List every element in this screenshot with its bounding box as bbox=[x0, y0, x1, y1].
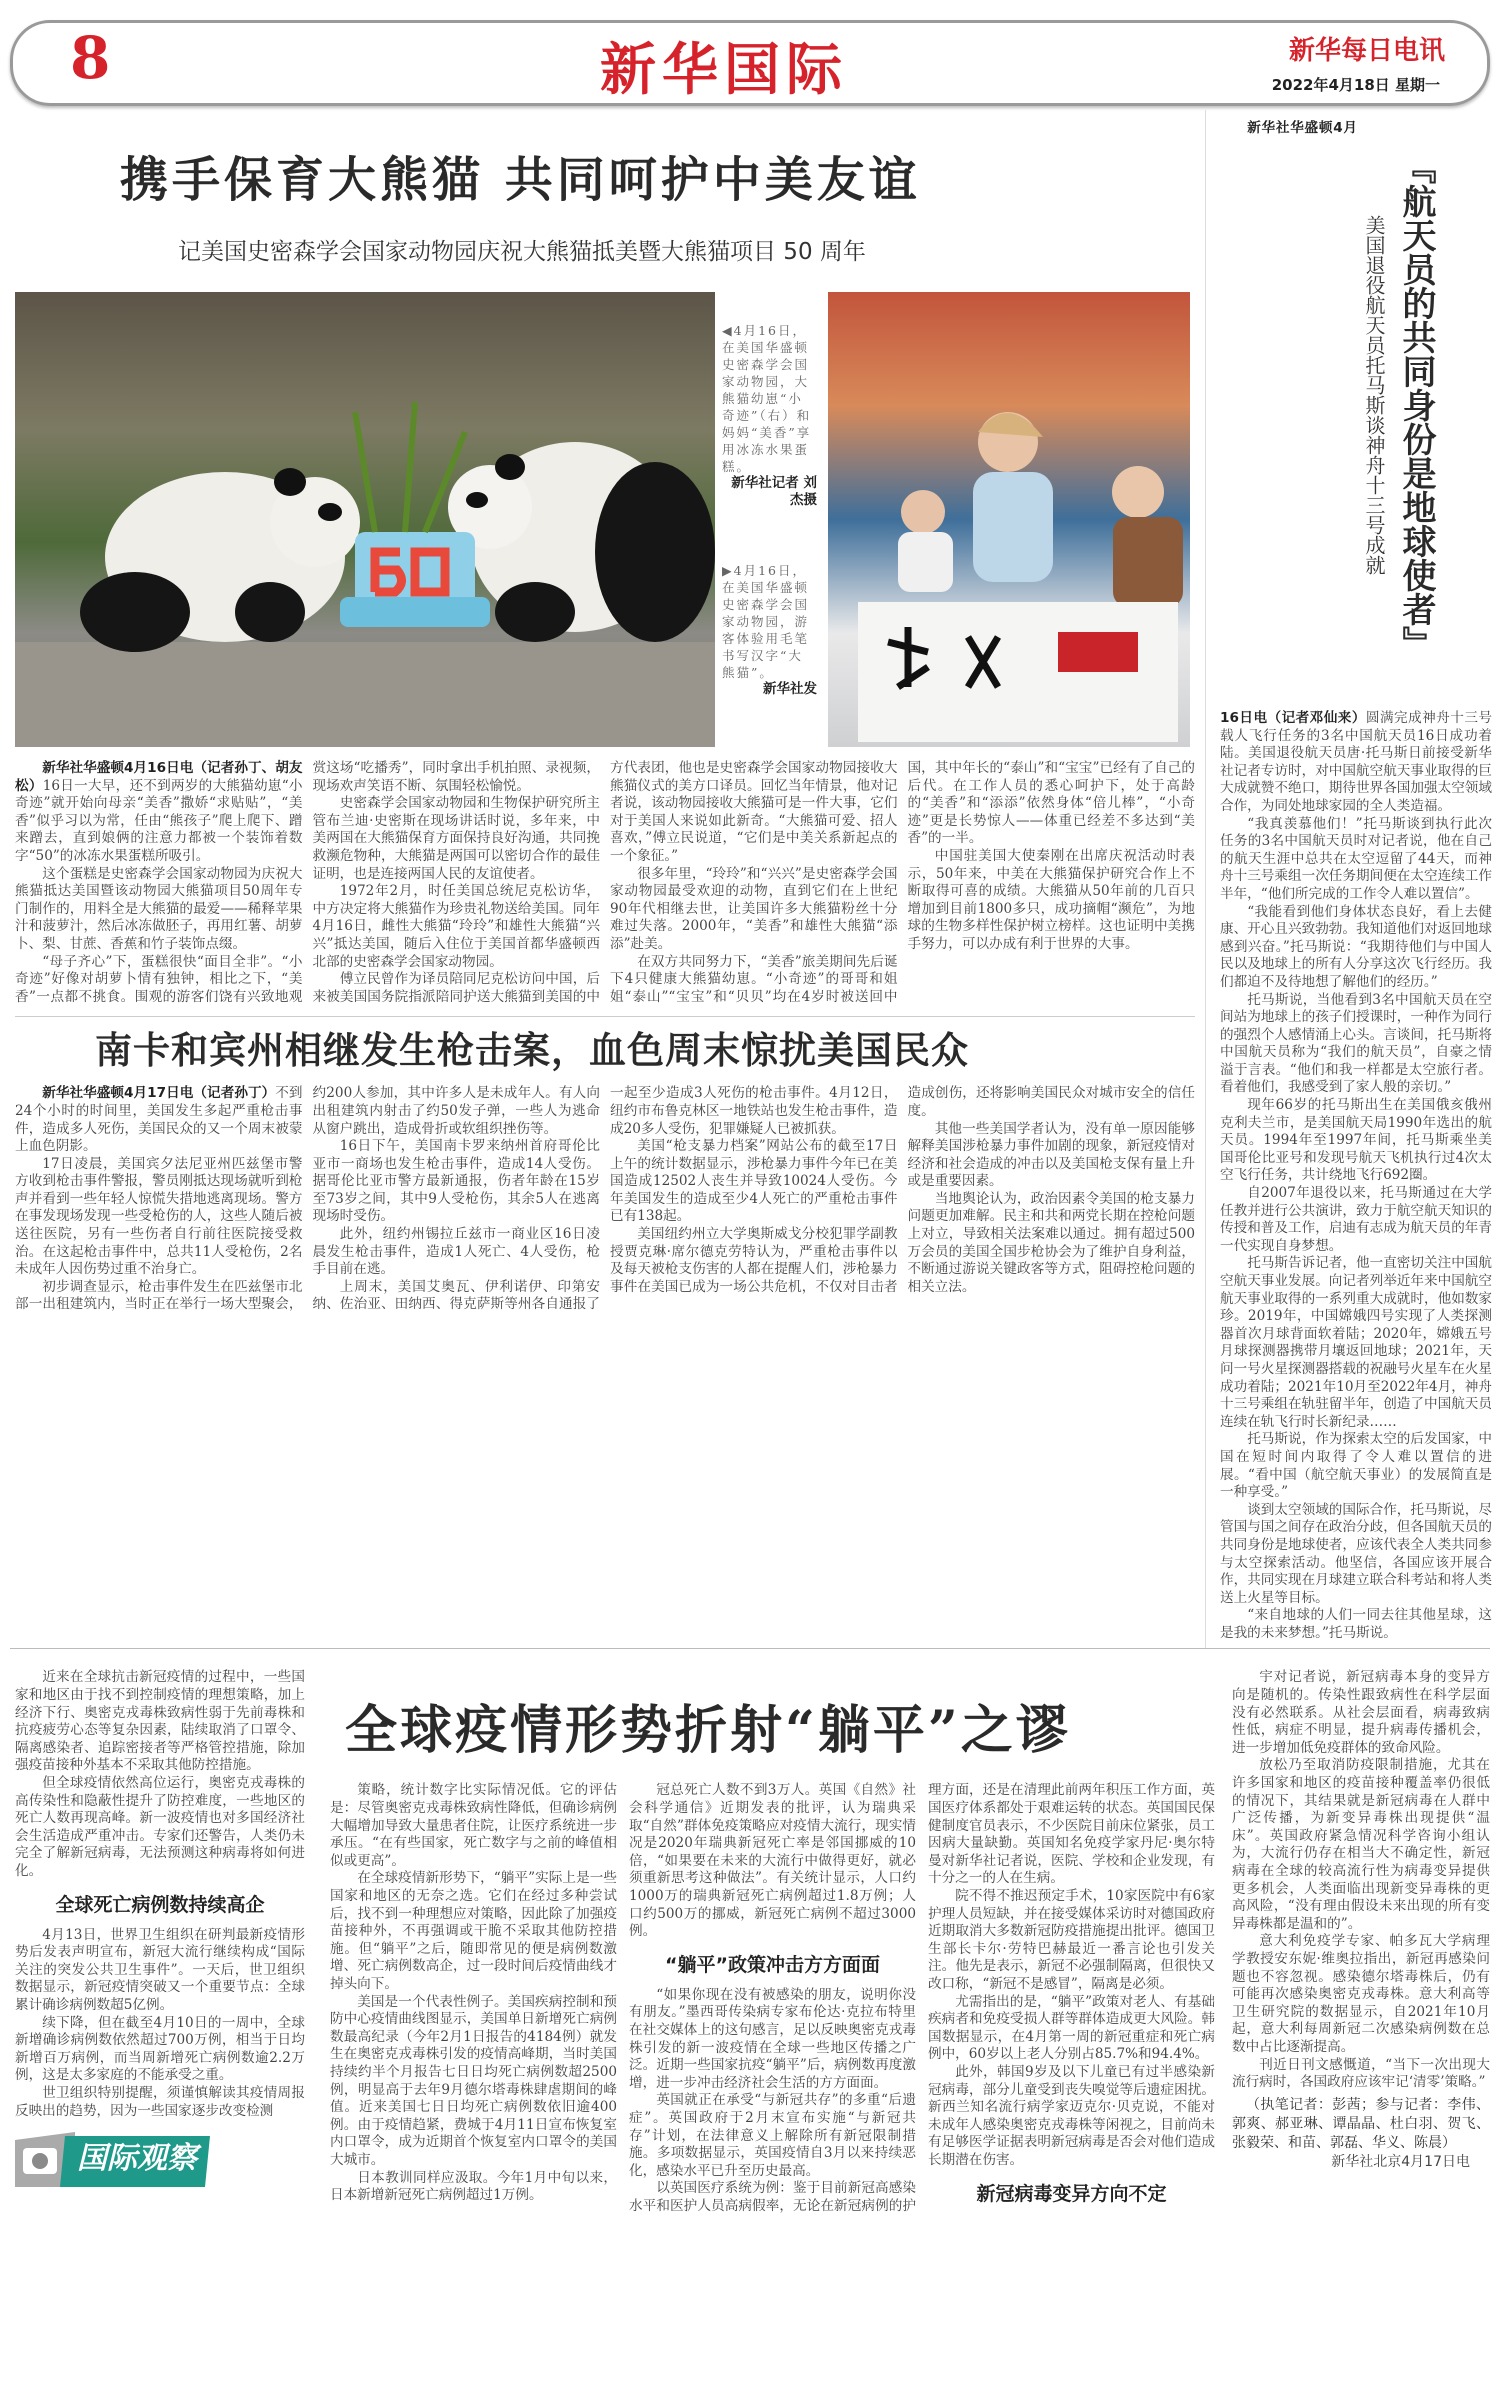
paragraph: 此外，韩国9岁及以下儿童已有过半感染新冠病毒，部分儿童受到丧失嗅觉等后遗症困扰。新西兰知名流行病学家迈克尔·贝克说，不能对未成年人感染奥密克戎毒株等闲视之，目前尚未有足够医学证据表明新冠病毒是否会对他们造成长期潜在伤害。 bbox=[928, 2063, 1215, 2168]
section-subheading: 新冠病毒变异方向不定 bbox=[976, 2182, 1167, 2205]
covid-headline: 全球疫情形势折射“躺平”之谬 bbox=[345, 1700, 1071, 1762]
covid-article-body bbox=[330, 1782, 1215, 2215]
paragraph: 上周末，美国艾奥瓦、伊利诺伊、印第安纳、佐治亚、田纳西、得克萨斯等州各自通报了一起至少造成3人死伤的枪击事件。4月12日，纽约市布鲁克林区一地铁站也发生枪击事件，造成20多人受伤，犯罪嫌疑人已被抓获。 bbox=[312, 1085, 898, 1313]
paragraph: “母子齐心”下，蛋糕很快“面目全非”。“小奇迹”好像对胡萝卜情有独钟，相比之下，“美香”一点都不挑食。围观的游客们饶有兴致地观赏这场“吃播秀”，同时拿出手机拍照、录视频，现场欢声笑语不断、氛围轻松愉悦。 bbox=[15, 760, 600, 1005]
covid-right-column bbox=[1232, 1669, 1490, 2171]
dateline: 新华社华盛顿4月17日电（记者孙丁） bbox=[42, 1085, 276, 1102]
gun-headline: 南卡和宾州相继发生枪击案，血色周末惊扰美国民众 bbox=[95, 1028, 969, 1073]
paragraph: 其他一些美国学者认为，没有单一原因能够解释美国涉枪暴力事件加剧的现象，新冠疫情对经济和社会造成的冲击以及美国枪支保有量上升或是重要因素。 bbox=[907, 1120, 1195, 1190]
paragraph: 美国是一个代表性例子。美国疾病控制和预防中心疫情曲线图显示，美国单日新增死亡病例数最高纪录（今年2月1日报告的4184例）就发生在奥密克戎毒株引发的疫情高峰期，当时美国持续约半个月报告七日日均死亡病例数超2500例，明显高于去年9月德尔塔毒株肆虐期间的峰值。近来美国七日日均死亡病例数依旧逾400例。由于疫情趋紧，费城于4月11日宣布恢复室内口罩令，成为近期首个恢复室内口罩令的美国大城市。 bbox=[330, 1993, 617, 2168]
paragraph bbox=[15, 760, 303, 866]
paragraph: 世卫组织特别提醒，须谨慎解读其疫情周报反映出的趋势，因为一些国家逐步改变检测 bbox=[15, 2084, 305, 2119]
paragraph: 在双方共同努力下，“美香”旅美期间先后诞下4只健康大熊猫幼崽。“小奇迹”的哥哥和姐姐“泰山”“宝宝”和“贝贝”均在4岁时被送回中国，其中年长的“泰山”和“宝宝”已经有了自己的后代。在工作人员的悉心呵护下，处于高龄的“美香”和“添添”依然身体“倍儿棒”，“小奇迹”更是长势惊人——体重已经差不多达到“美香”的一半。 bbox=[610, 760, 1195, 1005]
paragraph: 美国纽约州立大学奥斯威戈分校犯罪学副教授贾克琳·席尔德克劳特认为，严重枪击事件以及每天被枪支伤害的人都在提醒人们，涉枪暴力事件在美国已成为一场公共危机，不仅对目击者造成创伤，还将影响美国民众对城市安全的信任度。 bbox=[610, 1085, 1195, 1295]
paragraph: 院不得不推迟预定手术，10家医院中有6家护理人员短缺，并在接受媒体采访时对德国政府近期取消大多数新冠防疫措施提出批评。德国卫生部长卡尔·劳特巴赫最近一番言论也引发关注。他先是表示，新冠不必强制隔离，但很快又改口称，“新冠不是感冒”，隔离是必须。 bbox=[928, 1888, 1215, 1992]
caption-text: ◀4月16日，在美国华盛顿史密森学会国家动物园，大熊猫幼崽“小奇迹”（右）和妈妈“美香”享用冰冻水果蛋糕。 bbox=[722, 323, 812, 474]
paragraph: 当地舆论认为，政治因素令美国的枪支暴力问题更加难解。民主和共和两党长期在控枪问题上对立，导致相关法案难以通过。拥有超过500万会员的美国全国步枪协会为了维护自身利益，不断通过游说关键政客等方式，阻碍控枪问题的相关立法。 bbox=[907, 1190, 1195, 1295]
paragraph: 中国驻美国大使秦刚在出席庆祝活动时表示，50年来，中美在大熊猫保护研究合作上不断取得可喜的成绩。大熊猫从50年前的几百只增加到目前1800多只，成功摘帽“濒危”，为地球的生物多样性保护树立榜样。这也证明中美携手努力，可以办成有利于世界的大事。 bbox=[907, 847, 1195, 952]
covid-left-area bbox=[15, 1669, 305, 2187]
paragraph: 史密森学会国家动物园和生物保护研究所主管布兰迪·史密斯在现场讲话时说，多年来，中美两国在大熊猫保育方面保持良好沟通，共同挽救濒危物种，大熊猫是两国可以密切合作的最佳证明，也是连接两国人民的友谊使者。 bbox=[312, 795, 600, 882]
paragraph: 英国就正在承受“与新冠共存”的多重“后遗症”。英国政府于2月末宣布实施“与新冠共存”计划，在法律意义上解除所有新冠限制措施。多项数据显示，英国疫情自3月以来持续恶化，感染水平已升至历史最高。 bbox=[629, 2092, 916, 2179]
paragraph: “如果你现在没有被感染的朋友，说明你没有朋友。”墨西哥传染病专家布伦达·克拉布特里在社交媒体上的这句感言，足以反映奥密克戎毒株引发的新一波疫情在全球一些地区传播之广泛。近期一些国家抗疫“躺平”后，病例数再度激增，进一步冲击经济社会生活的方方面面。 bbox=[629, 1986, 916, 2091]
paragraph: 1972年2月，时任美国总统尼克松访华，中方决定将大熊猫作为珍贵礼物送给美国。同年4月16日，雌性大熊猫“玲玲”和雄性大熊猫“兴兴”抵达美国，随后入住位于美国首都华盛顿西北部的史密森学会国家动物园。 bbox=[312, 883, 600, 970]
section-subheading: 全球死亡病例数持续高企 bbox=[55, 1893, 265, 1916]
international-observation-badge bbox=[15, 2132, 210, 2187]
photo-caption-2 bbox=[722, 562, 817, 698]
dateline: 新华社华盛顿4月16日电（记者邓仙来） bbox=[1220, 120, 1366, 726]
paragraph: 初步调查显示，枪击事件发生在匹兹堡市北部一出租建筑内，当时正在举行一场大型聚会，约200人参加，其中许多人是未成年人。有人向出租建筑内射击了约50发子弹，一些人为逃命从窗户跳出，造成骨折或软组织挫伤等。 bbox=[15, 1085, 600, 1313]
paragraph: 托马斯说，当他看到3名中国航天员在空间站为地球上的孩子们授课时，一种作为同行的强烈个人感情涌上心头。言谈间，托马斯将中国航天员称为“我们的航天员”，自豪之情溢于言表。“他们和我一样都是太空旅行者。看着他们，我感受到了家人般的亲切。” bbox=[1220, 991, 1492, 1096]
panda-subtitle: 记美国史密森学会国家动物园庆祝大熊猫抵美暨大熊猫项目 50 周年 bbox=[178, 239, 866, 265]
masthead-area bbox=[0, 0, 1500, 110]
paragraph: 谈到太空领域的国际合作，托马斯说，尽管国与国之间存在政治分歧，但各国航天员的共同身份是地球使者，应该代表全人类共同参与太空探索活动。他坚信，各国应该开展合作，共同实现在月球建立联合科考站和将人类送上火星等目标。 bbox=[1220, 1501, 1492, 1606]
paragraph-text: 圆满完成神舟十三号载人飞行任务的3名中国航天员16日成功着陆。美国退役航天员唐·托马斯日前接受新华社记者专访时，对中国航空航天事业取得的巨大成就赞不绝口，期待世界各国加强太空领域合作，为同处地球家园的全人类造福。 bbox=[1220, 710, 1492, 814]
left-articles bbox=[15, 110, 1195, 1320]
dateline: 新华社华盛顿4月16日电（记者孙丁、胡友松） bbox=[15, 760, 303, 794]
paragraph: 这个蛋糕是史密森学会国家动物园为庆祝大熊猫抵达美国暨该动物园大熊猫项目50周年专门制作的，用料全是大熊猫的最爱——稀释苹果汁和菠萝汁，然后冰冻做胚子，再用红薯、胡萝卜、梨、甘蔗、香蕉和竹子装饰点缀。 bbox=[15, 865, 303, 952]
astronaut-article-body bbox=[1220, 120, 1492, 1648]
issue-date: 2022年4月18日 星期一 bbox=[1271, 76, 1440, 94]
paragraph: 此外，纽约州锡拉丘兹市一商业区16日凌晨发生枪击事件，造成1人死亡、4人受伤，枪手目前在逃。 bbox=[312, 1226, 600, 1278]
covid-section bbox=[10, 1648, 1490, 2405]
paragraph: “我能看到他们身体状态良好，看上去健康、开心且兴致勃勃。我知道他们对返回地球感到兴奋。”托马斯说：“我期待他们与中国人民以及地球上的所有人分享这次飞行经历。我们都迫不及待地想了解他们的经历。” bbox=[1220, 903, 1492, 990]
section-divider bbox=[15, 1016, 1195, 1017]
paragraph-text: 16日一大早，还不到两岁的大熊猫幼崽“小奇迹”就开始向母亲“美香”撒娇“求贴贴”，“美香”似乎习以为常，任由“熊孩子”爬上爬下、蹭来蹭去，直到娘俩的注意力都被一个装饰着数字“50”的冰冻水果蛋糕所吸引。 bbox=[15, 777, 303, 864]
covid-intro-column bbox=[15, 1669, 305, 2120]
caption-text: ▶4月16日，在美国华盛顿史密森学会国家动物园，游客体验用毛笔书写汉字“大熊猫”。 bbox=[722, 563, 810, 680]
paragraph: 续下降，但在截至4月10日的一周中，全球新增确诊病例数依然超过700万例，相当于日均新增百万病例，而当周新增死亡病例数逾2.2万例，这是太多家庭的不能承受之重。 bbox=[15, 2014, 305, 2084]
panda-article-body bbox=[15, 760, 1195, 1006]
calligraphy-photo-illustration bbox=[828, 292, 1190, 747]
paragraph: 近来在全球抗击新冠疫情的过程中，一些国家和地区由于找不到控制疫情的理想策略，加上经济下行、奥密克戎毒株致病性弱于先前毒株和抗疫疲劳心态等复杂因素，陆续取消了口罩令、隔离感染者、追踪密接者等严格管控措施，除加强疫苗接种外基本不采取其他防控措施。 bbox=[15, 1669, 305, 1774]
photo-row bbox=[15, 292, 1195, 747]
page-number: 8 bbox=[70, 24, 111, 92]
section-title: 新华国际 bbox=[600, 37, 848, 103]
caption-credit: 新华社记者 刘杰摄 bbox=[731, 475, 817, 508]
paragraph: 美国“枪支暴力档案”网站公布的截至17日上午的统计数据显示，涉枪暴力事件今年已在美国造成12502人丧生并导致10024人受伤。今年美国发生的造成至少4人死亡的严重枪击事件已有138起。 bbox=[610, 1138, 898, 1225]
paragraph: 16日下午，美国南卡罗来纳州首府哥伦比亚市一商场也发生枪击事件，造成14人受伤。据哥伦比亚市警方最新通报，伤者年龄在15岁至73岁之间，其中9人受枪伤，其余5人在逃离现场时受伤。 bbox=[312, 1138, 600, 1225]
paragraph: “来自地球的人们一同去往其他星球，这是我的未来梦想。”托马斯说。 bbox=[1220, 1607, 1492, 1641]
paragraph: 现年66岁的托马斯出生在美国俄亥俄州克利夫兰市，是美国航天局1990年选出的航天员。1994年至1997年间，托马斯乘坐美国哥伦比亚号和发现号航天飞机执行过4次太空飞行任务，共计绕地飞行692圈。 bbox=[1220, 1097, 1492, 1184]
astronaut-headline: 『航天员的共同身份是地球使者』 bbox=[1396, 150, 1436, 660]
paper-name: 新华每日电讯 bbox=[1288, 36, 1445, 66]
paragraph: 傅立民曾作为译员陪同尼克松访问中国，后来被美国国务院指派陪同护送大熊猫到美国的中方代表团，他也是史密森学会国家动物园接收大熊猫仪式的美方口译员。回忆当年情景，他对记者说，该动物园接收大熊猫可是一件大事，它们对于美国人来说如此新奇。“大熊猫可爱、招人喜欢，”傅立民说道，“它们是中美关系新起点的一个象征。” bbox=[312, 760, 898, 1005]
upper-section bbox=[0, 110, 1500, 1648]
paragraph: 自2007年退役以来，托马斯通过在大学任教并进行公共演讲，致力于航空航天知识的传授和普及工作，启迪有志成为航天员的年青一代实现自身梦想。 bbox=[1220, 1185, 1492, 1254]
section-subheading: “躺平”政策冲击方方面面 bbox=[665, 1953, 880, 1976]
gun-article-body bbox=[15, 1085, 1195, 1314]
panda-cake-photo bbox=[15, 292, 715, 747]
paragraph: 策略，统计数字比实际情况低。它的评估是：尽管奥密克戎毒株致病性降低，但确诊病例大幅增加导致大量患者住院，让医疗系统进一步承压。“在有些国家，死亡数字与之前的峰值相似或更高”。 bbox=[330, 1782, 617, 1869]
panda-photo-illustration bbox=[15, 292, 715, 747]
paragraph: 日本教训同样应汲取。今年1月中旬以来，日本新增新冠死亡病例超过1万例。 bbox=[330, 2169, 617, 2204]
paragraph: 冠总死亡人数不到3万人。英国《自然》社会科学通信》近期发表的批评，认为瑞典采取“自然”群体免疫策略应对疫情大流行，现实情况是2020年瑞典新冠死亡率是邻国挪威的10倍，“如果要在未来的大流行中做得更好，就必须重新思考这种做法”。有关统计显示，人口约1000万的瑞典新冠死亡病例超过1.8万例；人口约500万的挪威，新冠死亡病例不超过3000例。 bbox=[629, 1782, 916, 1940]
author-credits: （执笔记者：彭茜；参与记者：李伟、郭爽、郝亚琳、谭晶晶、杜白羽、贺飞、张毅荣、和苗、郭磊、华义、陈晨） bbox=[1232, 2096, 1490, 2151]
panda-headline: 携手保育大熊猫 共同呵护中美友谊 bbox=[120, 152, 921, 208]
paragraph: 托马斯告诉记者，他一直密切关注中国航空航天事业发展。向记者列举近年来中国航空航天事业取得的一系列重大成就时，他如数家珍。2019年，中国嫦娥四号实现了人类探测器首次月球背面软着陆；2020年，嫦娥五号月球探测器携带月壤返回地球；2021年，天问一号火星探测器搭载的祝融号火星车在火星成功着陆；2021年10月至2022年4月，神舟十三号乘组在轨驻留半年，创造了中国航天员连续在轨飞行时长新纪录…… bbox=[1220, 1255, 1492, 1430]
paragraph bbox=[15, 1085, 303, 1155]
badge-label: 国际观察 bbox=[77, 2141, 197, 2177]
paragraph: 17日凌晨，美国宾夕法尼亚州匹兹堡市警方收到枪击事件警报，警员刚抵达现场就听到枪声并看到一些年轻人惊慌失措地逃离现场。警方在事发现场发现一些受枪伤的人，这些人随后被送往医院，另有一些伤者自行前往医院接受救治。在这起枪击事件中，总共11人受枪伤，2名未成年人因伤势过重不治身亡。 bbox=[15, 1155, 303, 1278]
astronaut-sidebar bbox=[1205, 110, 1492, 1648]
photo-caption-1 bbox=[722, 322, 817, 509]
paragraph-text: 不到24个小时的时间里，美国发生多起严重枪击事件，造成多人死伤，美国民众的又一个周末被蒙上血色阴影。 bbox=[15, 1085, 303, 1155]
signoff: 新华社北京4月17日电 bbox=[1331, 2153, 1470, 2170]
paragraph: 以英国医疗系统为例：鉴于目前新冠高感染水平和医护人员高病假率，无论在新冠病例的护理方面，还是在清理此前两年积压工作方面，英国医疗体系都处于艰难运转的状态。英国国民保健制度官员表示，不少医院目前床位紧张，员工因病大量缺勤。英国知名免疫学家丹尼·奥尔特曼对新华社记者说，医院、学校和企业发现，有十分之一的人在生病。 bbox=[629, 1782, 1215, 2214]
paragraph: 刊近日刊文感慨道，“当下一次出现大流行病时，各国政府应该牢记‘清零’策略。” bbox=[1232, 2056, 1490, 2091]
paragraph: 托马斯说，作为探索太空的后发国家，中国在短时间内取得了令人难以置信的进展。“看中国（航空航天事业）的发展简直是一种享受。” bbox=[1220, 1431, 1492, 1501]
paragraph: “我真羡慕他们！”托马斯谈到执行此次任务的3名中国航天员时对记者说，他在自己的航天生涯中总共在太空逗留了44天，而神舟十三号乘组一次任务期间便在太空连续工作半年，“他们所完成的工作令人难以置信”。 bbox=[1220, 815, 1492, 902]
paragraph: 但全球疫情依然高位运行，奥密克戎毒株的高传染性和隐蔽性提升了防控难度，一些地区的死亡人数再现高峰。新一波疫情也对多国经济社会生活造成严重冲击。专家们还警告，人类仍未完全了解新冠病毒，无法预测这种病毒将如何进化。 bbox=[15, 1775, 305, 1879]
astronaut-subtitle: 美国退役航天员托马斯谈神舟十三号成就 bbox=[1362, 215, 1386, 575]
paragraph: 宇对记者说，新冠病毒本身的变异方向是随机的。传染性跟致病性在科学层面没有必然联系。从社会层面看，病毒致病性低，病症不明显，提升病毒传播机会，进一步增加低免疫群体的致命风险。 bbox=[1232, 1669, 1490, 1756]
caption-credit: 新华社发 bbox=[763, 681, 817, 697]
paragraph: 意大利免疫学专家、帕多瓦大学病理学教授安东妮·维奥拉指出，新冠再感染问题也不容忽视。感染德尔塔毒株后，仍有可能再次感染奥密克戎毒株。意大利高等卫生研究院的数据显示，自2021年10月起，意大利每周新冠二次感染病例数在总数中占比逐渐提高。 bbox=[1232, 1933, 1490, 2055]
paragraph: 4月13日，世界卫生组织在研判最新疫情形势后发表声明宣布，新冠大流行继续构成“国际关注的突发公共卫生事件”。一天后，世卫组织数据显示，新冠疫情突破又一个重要节点：全球累计确诊病例数超5亿例。 bbox=[15, 1926, 305, 2013]
paragraph: 在全球疫情新形势下，“躺平”实际上是一些国家和地区的无奈之选。它们在经过多种尝试后，找不到一种理想应对策略，因此除了加强疫苗接种外，不再强调或干脆不采取其他防控措施。但“躺平”之后，随即常见的便是病例数激增、死亡病例数高企，过一段时间后疫情曲线才掉头向下。 bbox=[330, 1870, 617, 1992]
paragraph: 尤需指出的是，“躺平”政策对老人、有基础疾病者和免疫受损人群等群体造成更大风险。韩国数据显示，在4月第一周的新冠重症和死亡病例中，60岁以上老人分别占85.7%和94.4%。 bbox=[928, 1993, 1215, 2063]
paragraph: 放松乃至取消防疫限制措施，尤其在许多国家和地区的疫苗接种覆盖率仍很低的情况下，其结果就是新冠病毒在人群中广泛传播，为新变异毒株出现提供“温床”。英国政府紧急情况科学咨询小组认为，大流行仍存在相当大不确定性，新冠病毒在全球的较高流行性为病毒变异提供更多机会，人类面临出现新变异毒株的更高风险，“没有理由假设未来出现的所有变异毒株都是温和的”。 bbox=[1232, 1757, 1490, 1932]
calligraphy-photo bbox=[828, 292, 1190, 747]
paragraph: 很多年里，“玲玲”和“兴兴”是史密森学会国家动物园最受欢迎的动物，直到它们在上世纪90年代相继去世，让美国许多大熊猫粉丝十分难过失落。2000年，“美香”和雄性大熊猫“添添”赴美。 bbox=[610, 865, 898, 952]
